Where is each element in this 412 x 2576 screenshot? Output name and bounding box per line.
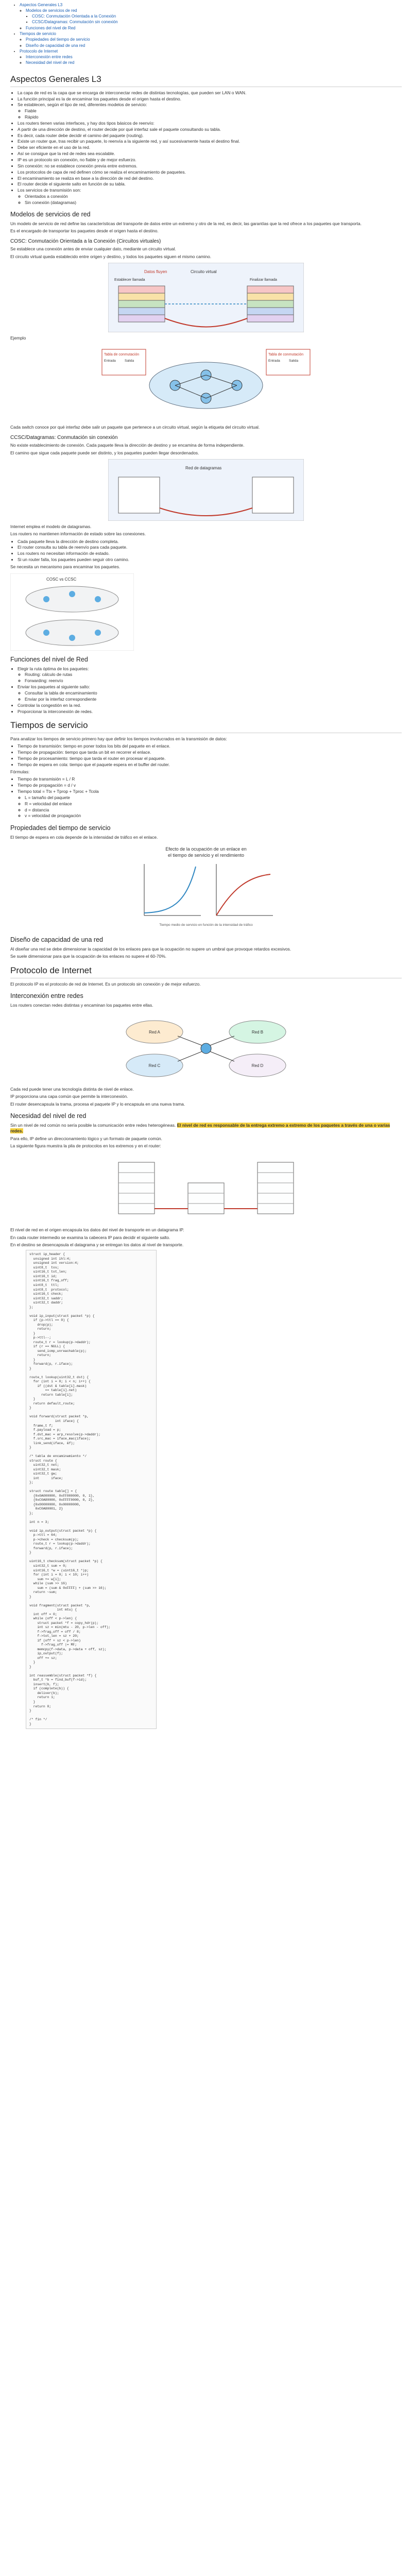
- subsection-title-propiedades: Propiedades del tiempo de servicio: [10, 824, 111, 832]
- sublist: [18, 194, 402, 206]
- section-title-tiempos: Tiempos de servicio: [10, 720, 402, 733]
- switching-tables-diagram: [98, 344, 314, 421]
- list-item: • Tiempo de propagación: tiempo que tarda un bit en recorrer el enlace.: [18, 750, 402, 755]
- code-block: struct ip_header { unsigned int ihl:4; unsigned int version:4; uint8_t tos; uint16_t tot_len; uint16_t id; uint16_t frag_off; uint8_t ttl; uint8_t protocol; uint16_t check; uint32_t saddr; uint32_t daddr; }; void ip_input(struct packet *p) { if (p->ttl == 0) { drop(p); return; } p->ttl--; route_t r = lookup(p->daddr); if (r == NULL) { send_icmp_unreachable(p); return; } forward(p, r.iface); } route_t lookup(uint32_t dst) { for (int i = 0; i < n; i++) { if ((dst & table[i].mask) == table[i].net) return table[i]; } return default_route; } void forward(struct packet *p, int iface) { frame_t f; f.payload = p; f.dst_mac = arp_resolve(p->daddr); f.src_mac = iface_mac(iface); link_send(iface, &f); } /* tabla de encaminamiento */ struct route { uint32_t net; uint32_t mask; uint32_t gw; int iface; }; struct route table[] = { {0x0A000000, 0xFF000000, 0, 1}, {0xC0A80000, 0xFFFF0000, 0, 2}, {0x00000000, 0x00000000, 0xC0A80001, 2} }; int n = 3; void ip_output(struct packet *p) { p->ttl = 64; p->check = checksum(p); route_t r = lookup(p->daddr); forward(p, r.iface); } uint16_t checksum(struct packet *p) { uint32_t sum = 0; uint16_t *w = (uint16_t *)p; for (int i = 0; i < 10; i++) sum += w[i]; while (sum >> 16) sum = (sum & 0xFFFF) + (sum >> 16); return ~sum; } void fragment(struct packet *p, int mtu) { int off = 0; while (off < p->len) { struct packet *f = copy_hdr(p); int sz = min(mtu - 20, p->len - off); f->frag_off = off / 8; f->tot_len = sz + 20; if (off + sz < p->len) f->frag_off |= MF; memcpy(f->data, p->data + off, sz); ip_output(f); off += sz; } } int reassemble(struct packet *f) { buf_t *b = find_buf(f->id); insert(b, f); if (complete(b)) { deliver(b); return 1; } return 0; } /* fin */ }: [26, 1250, 157, 1729]
- toc-link[interactable]: Tiempos de servicio: [20, 31, 56, 36]
- list-item: • Tiempo de procesamiento: tiempo que tarda el router en procesar el paquete.: [18, 756, 402, 761]
- toc-item: [26, 26, 402, 31]
- list-item: • Existe un router que, tras recibir un paquete, lo reenvía a la siguiente red, y así sucesivamente hasta el destino final.: [18, 139, 402, 144]
- layer-box: [118, 308, 165, 315]
- router-node: [43, 630, 49, 636]
- paragraph: Cada red puede tener una tecnología distinta de nivel de enlace.: [10, 1087, 134, 1092]
- paragraph: El nivel de red en el origen encapsula los datos del nivel de transporte en un datagrama IP.: [10, 1227, 184, 1233]
- chart-title-line: el tiempo de servicio y el rendimiento: [167, 853, 245, 858]
- toc-link[interactable]: Diseño de capacidad de una red: [26, 43, 85, 48]
- toc-link[interactable]: Protocolo de Internet: [20, 48, 58, 54]
- chart-caption: Tiempo medio de servicio en función de la intensidad de tráfico: [159, 923, 253, 927]
- layer-box: [118, 315, 165, 322]
- host-left-stack: [118, 477, 160, 513]
- list-item: • Tiempo de transmisión = L / R: [18, 776, 402, 782]
- router-node: [95, 596, 101, 602]
- list-item: [18, 188, 402, 206]
- router-node: [69, 635, 75, 641]
- subsection-title-necesidad: Necesidad del nivel de red: [10, 1112, 87, 1120]
- toc-item: [32, 20, 402, 25]
- router-node: [43, 596, 49, 602]
- paragraph: Para analizar los tiempos de servicio primero hay que definir los tiempos involucrados en la transmisión de datos:: [10, 736, 227, 741]
- list-item: ◦ Enviar por la interfaz correspondiente: [25, 697, 402, 702]
- toc-sublist: [26, 14, 402, 25]
- paragraph: Al diseñar una red se debe dimensionar la capacidad de los enlaces para que la ocupación no supere un umbral que provoque retardos excesivos.: [10, 946, 291, 952]
- formulas-list: [10, 776, 402, 819]
- list-item: • Los protocolos de capa de red definen cómo se realiza el encaminamiento de paquetes.: [18, 170, 402, 175]
- sublist: [18, 672, 402, 684]
- toc-item: [20, 49, 402, 66]
- paragraph: El router desencapsula la trama, procesa el paquete IP y lo encapsula en una nueva trama.: [10, 1101, 185, 1107]
- list-item: • Así se consigue que la red de redes sea escalable.: [18, 151, 402, 157]
- list-item: • Si un router falla, los paquetes pueden seguir otro camino.: [18, 557, 402, 563]
- toc-item: [20, 31, 402, 48]
- figure-cosc-ccsc: [10, 573, 402, 651]
- list-item: • Los routers tienen varias interfaces, y hay dos tipos básicos de reenvío:: [18, 121, 402, 126]
- list-item: [18, 789, 402, 819]
- figure-load-effect: [10, 843, 402, 931]
- protocol-stack-diagram: [108, 1152, 304, 1224]
- host-right-stack: [252, 477, 294, 513]
- toc-sublist: [20, 8, 402, 31]
- layer-box: [247, 308, 294, 315]
- paragraph: En el destino se desencapsula el datagrama y se entregan los datos al nivel de transporte.: [10, 1242, 184, 1248]
- sublist: [18, 108, 402, 120]
- datagram-diagram: [108, 459, 304, 521]
- list-item: • Sin conexión: no se establece conexión previa entre extremos.: [18, 163, 402, 169]
- figure-label: Ejemplo: [10, 335, 26, 341]
- stack-host-a: [118, 1162, 154, 1214]
- label-establecer: Establecer llamada: [114, 278, 145, 282]
- layer-box: [247, 315, 294, 322]
- list-item: ◦ R = velocidad del enlace: [25, 801, 402, 807]
- list-item: ◦ Sin conexión (datagramas): [25, 200, 402, 206]
- paragraph: El camino que sigue cada paquete puede ser distinto, y los paquetes pueden llegar desordenados.: [10, 450, 199, 455]
- table-title: Tabla de conmutación: [268, 353, 304, 357]
- list-item: ◦ d = distancia: [25, 807, 402, 813]
- paragraph: En cada router intermedio se examina la cabecera IP para decidir el siguiente salto.: [10, 1234, 170, 1240]
- layer-box: [247, 286, 294, 293]
- list-item: • Cada paquete lleva la dirección de destino completa.: [18, 539, 402, 545]
- paragraph: Es el encargado de transportar los paquetes desde el origen hasta el destino.: [10, 228, 159, 234]
- paragraph: Se necesita un mecanismo para encaminar los paquetes.: [10, 564, 121, 570]
- subsection-title-diseno: Diseño de capacidad de una red: [10, 936, 103, 944]
- list-item: [18, 102, 402, 120]
- list-item: • A partir de una dirección de destino, el router decide por qué interfaz sale el paquete consultando su tabla.: [18, 127, 402, 132]
- interconnection-diagram: [113, 1011, 299, 1083]
- list-item: • Tiempo de transmisión: tiempo en poner todos los bits del paquete en el enlace.: [18, 743, 402, 749]
- table-col: Entrada: [268, 359, 280, 363]
- toc-item: [20, 3, 402, 31]
- list-item: • Controlar la congestión en la red.: [18, 703, 402, 708]
- sublist: [18, 795, 402, 819]
- toc-sublist: [20, 55, 402, 66]
- layer-box: [118, 286, 165, 293]
- paragraph: IP proporciona una capa común que permite la interconexión.: [10, 1094, 128, 1099]
- router-node: [95, 630, 101, 636]
- paragraph: Los routers conectan redes distintas y encaminan los paquetes entre ellas.: [10, 1002, 153, 1008]
- list-item-text: Elegir la ruta óptima de los paquetes:: [18, 666, 89, 671]
- list-item: ◦ L = tamaño del paquete: [25, 795, 402, 801]
- list-item: ◦ Fiable: [25, 108, 402, 114]
- subsection-title-funciones: Funciones del nivel de Red: [10, 655, 88, 663]
- toc-link[interactable]: COSC: Conmutación Orientada a la Conexión: [32, 14, 116, 19]
- figure-title: COSC vs CCSC: [46, 577, 77, 582]
- label-circuito: Circuito virtual: [191, 269, 217, 274]
- aspectos-list: [10, 90, 402, 206]
- paragraph: Los routers no mantienen información de estado sobre las conexiones.: [10, 531, 146, 537]
- chart-title-line: Efecto de la ocupación de un enlace en: [165, 846, 247, 852]
- list-item: ◦ Forwarding: reenvío: [25, 678, 402, 684]
- paragraph: Se establece una conexión antes de enviar cualquier dato, mediante un circuito virtual.: [10, 246, 176, 252]
- paragraph: La siguiente figura muestra la pila de protocolos en los extremos y en el router:: [10, 1143, 161, 1149]
- toc-link[interactable]: Necesidad del nivel de red: [26, 60, 75, 65]
- list-item: ◦ v = velocidad de propagación: [25, 813, 402, 819]
- virtual-circuit-diagram: [108, 263, 304, 332]
- table-col: Salida: [289, 359, 299, 363]
- label-finalizar: Finalizar llamada: [250, 278, 277, 282]
- layer-box: [247, 293, 294, 300]
- label-datagram: Red de datagramas: [185, 465, 222, 470]
- list-item: • El encaminamiento se realiza en base a la dirección de red del destino.: [18, 176, 402, 181]
- list-item: ◦ Consultar la tabla de encaminamiento: [25, 690, 402, 696]
- toc-list: [12, 3, 402, 66]
- list-item: • El router consulta su tabla de reenvío para cada paquete.: [18, 545, 402, 550]
- toc-link[interactable]: Propiedades del tiempo de servicio: [26, 37, 90, 42]
- cosc-ccsc-diagram: [10, 573, 134, 651]
- list-item: • Debe ser eficiente en el uso de la red.: [18, 145, 402, 150]
- list-item-text: Se establecen, según el tipo de red, diferentes modelos de servicio:: [18, 102, 147, 108]
- toc-item: [32, 14, 402, 20]
- paragraph: Fórmulas:: [10, 769, 30, 775]
- layer-box: [118, 300, 165, 308]
- page: [10, 0, 402, 1731]
- paragraph: El tiempo de espera en cola depende de la intensidad de tráfico en el enlace.: [10, 834, 158, 840]
- paragraph: Para ello, IP define un direccionamiento lógico y un formato de paquete común.: [10, 1136, 163, 1141]
- toc-link[interactable]: Funciones del nivel de Red: [26, 25, 76, 30]
- network-top: [26, 586, 118, 612]
- router-node: [69, 591, 75, 597]
- section-title-protocolo: Protocolo de Internet: [10, 965, 402, 978]
- list-item: • IP es un protocolo sin conexión, no fiable y de mejor esfuerzo.: [18, 157, 402, 163]
- stack-router: [188, 1183, 224, 1214]
- highlighted-text: El nivel de red es responsable de la entrega extremo a extremo de los paquetes a través de una o varias redes.: [10, 1122, 390, 1134]
- toc-link[interactable]: Modelos de servicios de red: [26, 8, 77, 13]
- paragraph: Se suele dimensionar para que la ocupación de los enlaces no supere el 60-70%.: [10, 954, 167, 959]
- toc-link[interactable]: Aspectos Generales L3: [20, 2, 63, 7]
- tiempos-list: [10, 743, 402, 768]
- toc-link[interactable]: CCSC/Datagramas: Conmutación sin conexión: [32, 20, 118, 25]
- list-item: • Tiempo de espera en cola: tiempo que el paquete espera en el buffer del router.: [18, 762, 402, 768]
- network-label: Red A: [149, 1030, 160, 1035]
- figure-virtual-circuit: [10, 263, 402, 332]
- right-layers: [247, 286, 294, 322]
- layer-box: [247, 300, 294, 308]
- network-label: Red B: [251, 1030, 264, 1035]
- subsection-title-interconexion: Interconexión entre redes: [10, 992, 83, 999]
- list-item-text: Los servicios de transmisión son:: [18, 188, 81, 193]
- list-item: • La capa de red es la capa que se encarga de interconectar redes de distintas tecnologías, que pueden ser LAN o WAN.: [18, 90, 402, 96]
- section-title-aspectos: Aspectos Generales L3: [10, 74, 402, 87]
- router-node: [201, 1043, 211, 1054]
- figure-protocol-stack: [10, 1152, 402, 1224]
- paragraph-text: Sin un nivel de red común no sería posible la comunicación entre redes heterogéneas.: [10, 1122, 177, 1128]
- list-item: ◦ Orientados a conexión: [25, 194, 402, 199]
- network-label: Red D: [251, 1063, 264, 1069]
- left-layers: [118, 286, 165, 322]
- list-item: ◦ Rápido: [25, 114, 402, 120]
- network-label: Red C: [148, 1063, 161, 1069]
- toc-item: [26, 8, 402, 25]
- toc-item: [26, 43, 402, 49]
- toc-item: [26, 60, 402, 66]
- subsubsection-title-ccsc: CCSC/Datagramas: Conmutación sin conexión: [10, 434, 118, 440]
- figure-datagram: [10, 459, 402, 521]
- ccsc-list: [10, 539, 402, 563]
- list-item: • Proporcionar la interconexión de redes.: [18, 709, 402, 715]
- toc-link[interactable]: Interconexión entre redes: [26, 55, 73, 60]
- table-of-contents: [10, 0, 402, 69]
- paragraph: Cada switch conoce por qué interfaz debe salir un paquete que pertenece a un circuito virtual, según la etiqueta del circuito virtual.: [10, 425, 260, 430]
- toc-item: [26, 55, 402, 60]
- list-item-text: Tiempo total = Ttx + Tprop + Tproc + Tcola: [18, 789, 99, 794]
- paragraph: Un modelo de servicio de red define las características del transporte de datos entre un extremo y otro de la red, es decir, las garantías que la red ofrece a los paquetes que transporta.: [10, 221, 362, 227]
- table-title: Tabla de conmutación: [104, 353, 140, 357]
- list-item: ◦ Routing: cálculo de rutas: [25, 672, 402, 677]
- list-item: • Los routers no necesitan información de estado.: [18, 551, 402, 556]
- figure-interconnection: [10, 1011, 402, 1083]
- paragraph: No existe establecimiento de conexión. Cada paquete lleva la dirección de destino y se encamina de forma independiente.: [10, 443, 245, 448]
- list-item: [18, 684, 402, 702]
- list-item-text: Enviar los paquetes al siguiente salto:: [18, 684, 90, 690]
- paragraph: Internet emplea el modelo de datagramas.: [10, 523, 92, 529]
- toc-item: [26, 37, 402, 43]
- sublist: [18, 690, 402, 702]
- list-item: [18, 666, 402, 684]
- list-item: • Es decir, cada router debe decidir el camino del paquete (routing).: [18, 133, 402, 139]
- stack-host-b: [258, 1162, 294, 1214]
- label-datos: Datos fluyen: [144, 269, 167, 274]
- list-item: • El router decide el siguiente salto en función de su tabla.: [18, 181, 402, 187]
- table-col: Salida: [125, 359, 134, 363]
- toc-sublist: [20, 37, 402, 48]
- paragraph: El protocolo IP es el protocolo de red de Internet. Es un protocolo sin conexión y de mejor esfuerzo.: [10, 981, 201, 987]
- layer-box: [118, 293, 165, 300]
- list-item: • La función principal es la de encaminar los paquetes desde el origen hasta el destino.: [18, 96, 402, 102]
- paragraph-highlight: [10, 1123, 402, 1134]
- list-item: • Tiempo de propagación = d / v: [18, 783, 402, 788]
- subsubsection-title-cosc: COSC: Conmutación Orientada a la Conexión (Circuitos virtuales): [10, 238, 161, 244]
- subsection-title-modelos: Modelos de servicios de red: [10, 211, 91, 218]
- paragraph: El circuito virtual queda establecido entre origen y destino, y todos los paquetes siguen el mismo camino.: [10, 253, 212, 259]
- funciones-list: [10, 666, 402, 715]
- figure-switching-tables: [10, 344, 402, 421]
- table-col: Entrada: [104, 359, 116, 363]
- network-bottom: [26, 620, 118, 646]
- load-effect-chart: [129, 843, 283, 931]
